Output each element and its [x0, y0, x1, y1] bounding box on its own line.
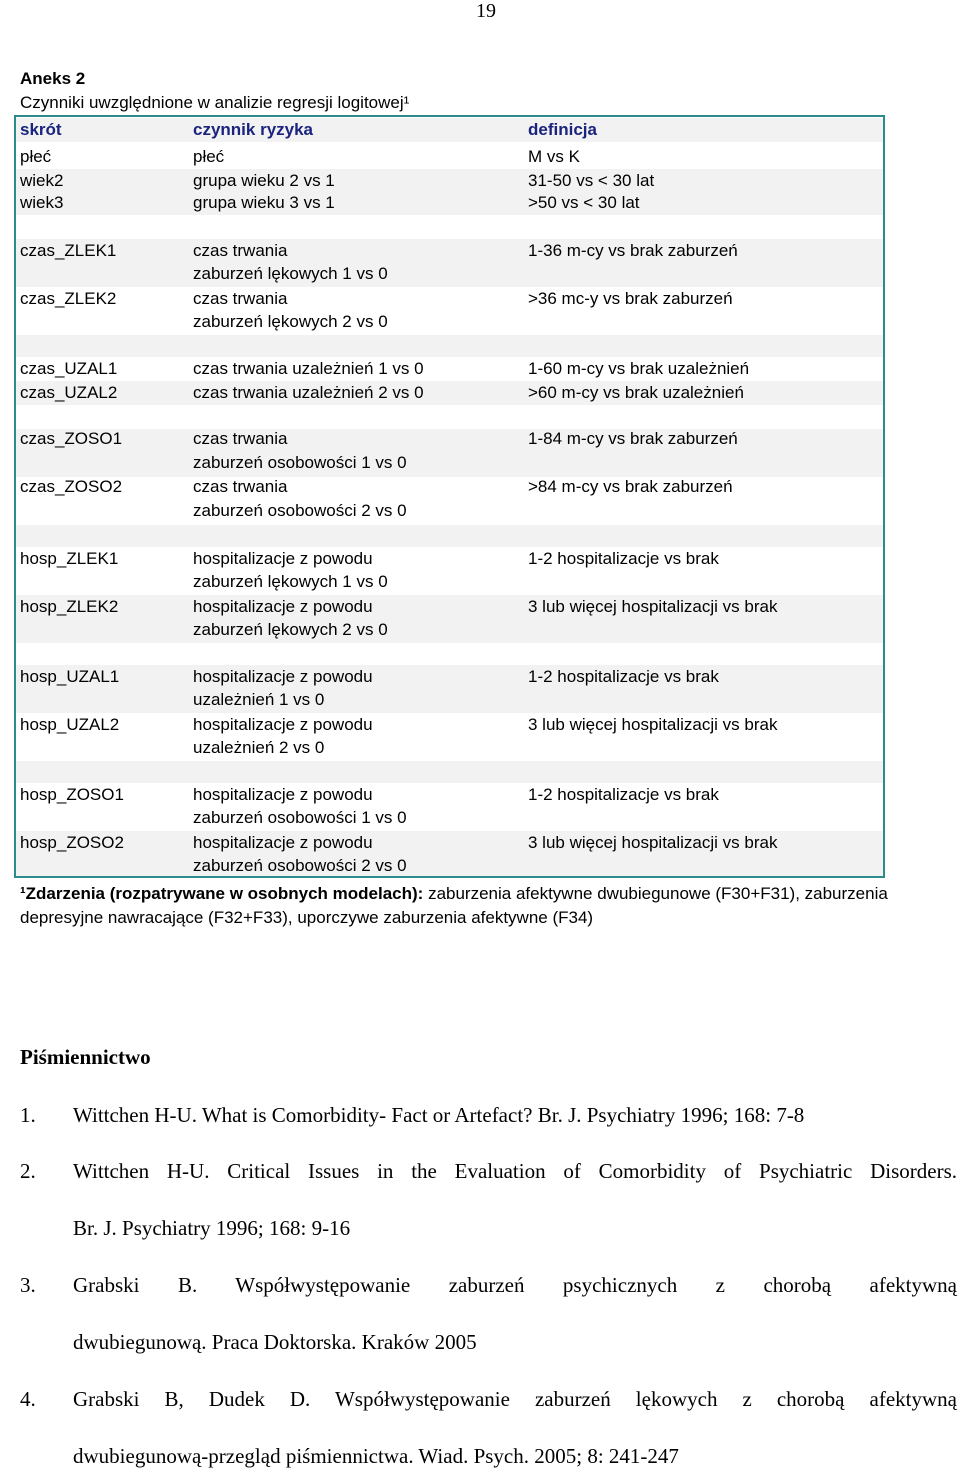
factor-cell: czas trwania uzależnień 1 vs 0 [193, 359, 424, 378]
abbr-cell: czas_UZAL2 [20, 383, 118, 402]
table-header-row [16, 118, 883, 142]
definition-cell: 1-2 hospitalizacje vs brak [528, 785, 719, 804]
factor-cell: grupa wieku 2 vs 1 [193, 171, 335, 190]
table-spacer [16, 215, 883, 239]
definition-cell: 3 lub więcej hospitalizacji vs brak [528, 597, 778, 616]
reference-number: 1. [20, 1103, 36, 1127]
reference-number: 4. [20, 1387, 36, 1411]
abbr-cell: hosp_ZLEK1 [20, 549, 119, 568]
table-spacer [16, 335, 883, 357]
definition-cell: 3 lub więcej hospitalizacji vs brak [528, 715, 778, 734]
header-risk-factor: czynnik ryzyka [193, 120, 314, 139]
factor-cell: czas trwania [193, 289, 288, 308]
annex-subtitle: Czynniki uwzględnione w analizie regresji logitowej¹ [20, 93, 410, 112]
definition-cell: 1-36 m-cy vs brak zaburzeń [528, 241, 738, 260]
definition-cell: >84 m-cy vs brak zaburzeń [528, 477, 733, 496]
definition-cell: 1-2 hospitalizacje vs brak [528, 667, 719, 686]
factor-cell: hospitalizacje z powodu [193, 597, 373, 616]
factor-cell: czas trwania [193, 241, 288, 260]
factor-cell: hospitalizacje z powodu [193, 785, 373, 804]
table-row [16, 831, 883, 876]
factor-cell-line2: uzależnień 2 vs 0 [193, 738, 325, 757]
factor-cell-line2: zaburzeń osobowości 2 vs 0 [193, 501, 407, 520]
factor-cell-line2: zaburzeń osobowości 2 vs 0 [193, 856, 407, 875]
table-row [16, 595, 883, 643]
table-row [16, 713, 883, 761]
table-row [16, 783, 883, 831]
factor-cell: czas trwania [193, 429, 288, 448]
table-row [16, 357, 883, 381]
abbr-cell: czas_UZAL1 [20, 359, 118, 378]
definition-cell: 3 lub więcej hospitalizacji vs brak [528, 833, 778, 852]
factor-cell-line2: zaburzeń lękowych 1 vs 0 [193, 572, 388, 591]
factor-cell: czas trwania [193, 477, 288, 496]
table-row [16, 287, 883, 335]
table-row [16, 169, 883, 193]
factor-cell: hospitalizacje z powodu [193, 667, 373, 686]
header-abbreviation: skrót [20, 120, 62, 139]
factor-cell-line2: zaburzeń lękowych 1 vs 0 [193, 264, 388, 283]
factor-cell: hospitalizacje z powodu [193, 715, 373, 734]
reference-text: Grabski B, Dudek D. Współwystępowanie zaburzeń lękowych z chorobą afektywną [73, 1387, 957, 1411]
header-definition: definicja [528, 120, 597, 139]
abbr-cell: czas_ZOSO1 [20, 429, 123, 448]
table-row [16, 145, 883, 169]
table-row [16, 547, 883, 595]
abbr-cell: hosp_ZOSO1 [20, 785, 124, 804]
table-spacer [16, 761, 883, 783]
definition-cell: >36 mc-y vs brak zaburzeń [528, 289, 733, 308]
factor-cell: grupa wieku 3 vs 1 [193, 193, 335, 212]
abbr-cell: hosp_ZOSO2 [20, 833, 124, 852]
factor-cell: hospitalizacje z powodu [193, 833, 373, 852]
table-spacer [16, 525, 883, 547]
factor-cell-line2: zaburzeń lękowych 2 vs 0 [193, 312, 388, 331]
abbr-cell: hosp_UZAL1 [20, 667, 120, 686]
definition-cell: 1-60 m-cy vs brak uzależnień [528, 359, 750, 378]
table-row [16, 477, 883, 525]
factor-cell-line2: uzależnień 1 vs 0 [193, 690, 325, 709]
definition-cell: 31-50 vs < 30 lat [528, 171, 655, 190]
reference-number: 2. [20, 1159, 36, 1183]
abbr-cell: płeć [20, 147, 52, 166]
factor-cell: hospitalizacje z powodu [193, 549, 373, 568]
factor-cell-line2: zaburzeń lękowych 2 vs 0 [193, 620, 388, 639]
abbr-cell: wiek2 [20, 171, 64, 190]
reference-text: Grabski B. Współwystępowanie zaburzeń psychicznych z chorobą afektywną [73, 1273, 957, 1297]
factor-cell-line2: zaburzeń osobowości 1 vs 0 [193, 453, 407, 472]
definition-cell: >50 vs < 30 lat [528, 193, 640, 212]
table-footnote [20, 882, 920, 930]
abbr-cell: czas_ZLEK2 [20, 289, 117, 308]
abbr-cell: hosp_ZLEK2 [20, 597, 119, 616]
abbr-cell: czas_ZLEK1 [20, 241, 117, 260]
table-row [16, 381, 883, 405]
footnote-bold: ¹Zdarzenia (rozpatrywane w osobnych modelach): [20, 884, 424, 903]
reference-number: 3. [20, 1273, 36, 1297]
footnote-text: zaburzenia afektywne dwubiegunowe (F30+F31), zaburzenia depresyjne nawracające (F32+F33), uporczywe zaburzenia afektywne (F34) [20, 884, 888, 927]
annex-title: Aneks 2 [20, 69, 86, 88]
reference-text: Wittchen H-U. What is Comorbidity- Fact or Artefact? Br. J. Psychiatry 1996; 168: 7-8 [73, 1103, 805, 1127]
abbr-cell: czas_ZOSO2 [20, 477, 123, 496]
factor-cell: czas trwania uzależnień 2 vs 0 [193, 383, 424, 402]
table-row [16, 665, 883, 713]
page-number: 19 [476, 0, 496, 22]
reference-text-line2: Br. J. Psychiatry 1996; 168: 9-16 [73, 1216, 351, 1240]
abbr-cell: wiek3 [20, 193, 64, 212]
table-spacer [16, 405, 883, 429]
definition-cell: >60 m-cy vs brak uzależnień [528, 383, 744, 402]
table-row [16, 193, 883, 215]
definition-cell: M vs K [528, 147, 580, 166]
definition-cell: 1-84 m-cy vs brak zaburzeń [528, 429, 738, 448]
factor-cell: płeć [193, 147, 225, 166]
abbr-cell: hosp_UZAL2 [20, 715, 120, 734]
table-row [16, 429, 883, 477]
reference-text-line2: dwubiegunową-przegląd piśmiennictwa. Wiad. Psych. 2005; 8: 241-247 [73, 1444, 679, 1468]
definition-cell: 1-2 hospitalizacje vs brak [528, 549, 719, 568]
factor-cell-line2: zaburzeń osobowości 1 vs 0 [193, 808, 407, 827]
reference-text-line2: dwubiegunową. Praca Doktorska. Kraków 2005 [73, 1330, 477, 1354]
table-spacer [16, 643, 883, 665]
table-row [16, 239, 883, 287]
references-title: Piśmiennictwo [20, 1045, 151, 1069]
reference-text: Wittchen H-U. Critical Issues in the Evaluation of Comorbidity of Psychiatric Disorders. [73, 1159, 957, 1183]
